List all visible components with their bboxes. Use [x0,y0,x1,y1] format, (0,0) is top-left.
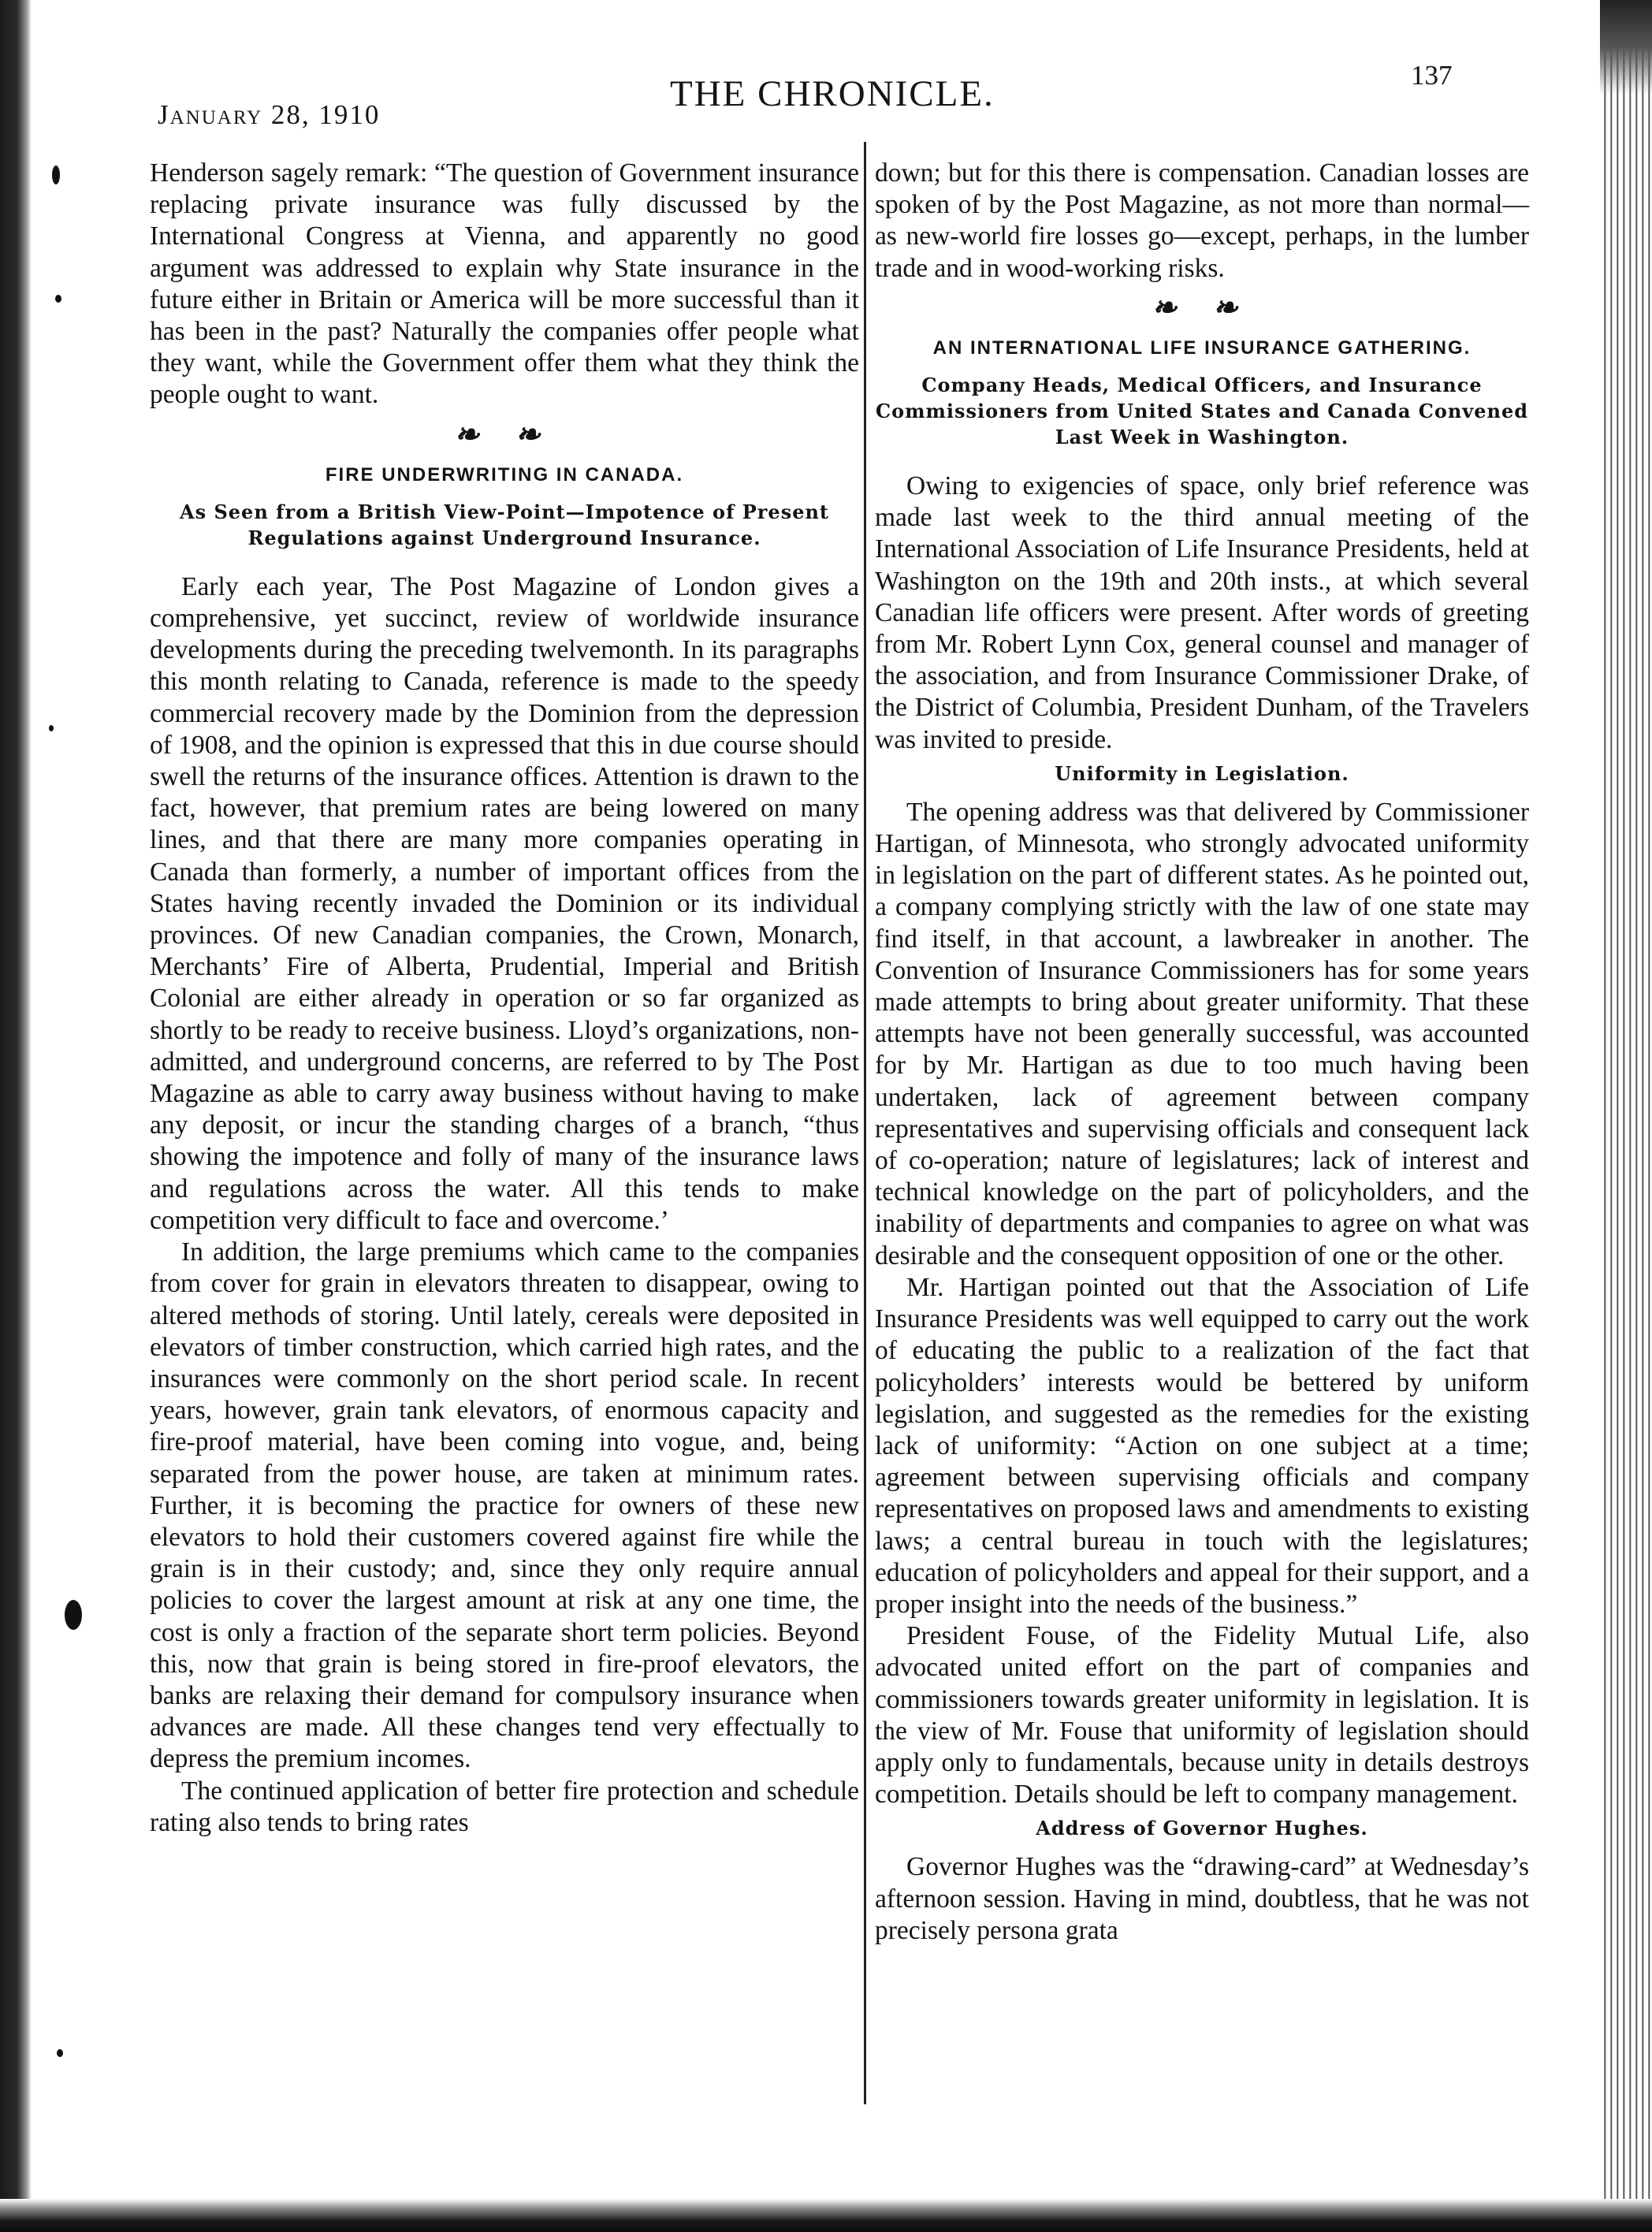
ink-speck [57,2049,63,2057]
article-subheadline: Company Heads, Medical Officers, and Insurance Commissioners from United States and Canada Convened Last Week in Washington. [875,374,1529,449]
article-paragraph: Owing to exigencies of space, only brief reference was made last week to the third annual meeting of the International Association of Life Insurance Presidents, held at Washington on the 19th and 20th insts., at which several Canadian life officers were present. After words of greeting from Mr. Robert Lynn Cox, general counsel and manager of the association, and from Insurance Commissioner Drake, of the District of Columbia, President Dunham, of the Travelers was invited to preside. [875,471,1529,754]
page-number: 137 [1411,60,1453,91]
section-separator: ❧ ❧ [454,418,555,452]
ink-speck [52,166,60,184]
section-separator: ❧ ❧ [1152,291,1252,325]
article-paragraph: Mr. Hartigan pointed out that the Association of Life Insurance Presidents was well equipped to carry out the work of educating the public to a realization of the fact that policyholders’ interests would be bettered by uniform legislation, and suggested as the remedies for the existing lack of uniformity: “Action on one subject at a time; agreement between supervising officials and company representatives on proposed laws and amendments to existing laws; a central bureau in touch with the legislatures; education of policyholders and appeal for their support, and a proper insight into the needs of the business.” [875,1272,1529,1619]
column-rule [864,142,866,2104]
running-header [158,60,1453,130]
right-column [875,158,1529,1947]
ink-speck [65,1600,82,1630]
article-headline: FIRE UNDERWRITING IN CANADA. [325,463,684,485]
article-paragraph: In addition, the large premiums which came to the companies from cover for grain in elevators threaten to disappear, owing to altered methods of storing. Until lately, cereals were deposited in elevators of timber construction, which carried high rates, and the insurances were commonly on the short period scale. In recent years, however, grain tank elevators, of enormous capacity and fire-proof material, have been coming into vogue, and, being separated from the power house, are taken at minimum rates. Further, it is becoming the practice for owners of these new elevators to hold their customers covered against fire while the grain is in their custody; and, since they only require annual policies to cover the largest amount at risk at any one time, the cost is only a fraction of the separate short term policies. Beyond this, now that grain is being stored in fire-proof elevators, the banks are relaxing their demand for compulsory insurance when advances are made. All these changes tend very effectually to depress the premium incomes. [150,1237,859,1774]
article-headline: AN INTERNATIONAL LIFE INSURANCE GATHERING. [932,337,1472,359]
scan-bottom-shadow [0,2199,1652,2232]
article-paragraph: Governor Hughes was the “drawing-card” at Wednesday’s afternoon session. Having in mind, doubtless, that he was not precisely persona grata [875,1852,1529,1945]
left-column [150,158,859,1839]
publication-title: THE CHRONICLE. [670,73,995,114]
article-paragraph: President Fouse, of the Fidelity Mutual Life, also advocated united effort on the part of companies and commissioners towards greater uniformity in legislation. It is the view of Mr. Fouse that uniformity of legislation should apply only to fundamentals, because unity in details destroys competition. Details should be left to company management. [875,1621,1529,1810]
section-heading: Uniformity in Legislation. [1055,761,1349,785]
article-paragraph: The opening address was that delivered by Commissioner Hartigan, of Minnesota, who strongly advocated uniformity in legislation on the part of different states. As he pointed out, a company complying strictly with the law of one state may find itself, in that account, a lawbreaker in another. The Convention of Insurance Commissioners has for some years made attempts to bring about greater uniformity. That these attempts have not been generally successful, was accounted for by Mr. Hartigan as due to too much having been undertaken, lack of agreement between company representatives and supervising officials and consequent lack of co-operation; nature of legislatures; lack of interest and technical knowledge on the part of policyholders, and the inability of departments and companies to agree on what was desirable and the consequent opposition of one or the other. [875,797,1529,1270]
continued-paragraph: down; but for this there is compensation. Canadian losses are spoken of by the Post Magazine, as not more than normal—as new-world fire losses go—except, perhaps, in the lumber trade and in wood-working risks. [875,158,1529,283]
section-heading: Address of Governor Hughes. [1036,1817,1368,1840]
ink-speck [55,295,61,303]
article-paragraph: Early each year, The Post Magazine of London gives a comprehensive, yet succinct, review of worldwide insurance developments during the preceding twelvemonth. In its paragraphs this month relating to Canada, reference is made to the speedy commercial recovery made by the Dominion from the depression of 1908, and the opinion is expressed that this in due course should swell the returns of the insurance offices. Attention is drawn to the fact, however, that premium rates are being lowered on many lines, and that there are many more companies operating in Canada than formerly, a number of important offices from the States having recently invaded the Dominion or its individual provinces. Of new Canadian companies, the Crown, Monarch, Merchants’ Fire of Alberta, Prudential, Imperial and British Colonial are either already in operation or so far organized as shortly to be ready to receive business. Lloyd’s organizations, non-admitted, and underground concerns, are referred to by The Post Magazine as able to carry away business without having to make any deposit, or incur the standing charges of a branch, “thus showing the impotence and folly of many of the insurance laws and regulations across the water. All this tends to make competition very difficult to face and overcome.’ [150,571,859,1235]
opening-paragraph: Henderson sagely remark: “The question of Government insurance replacing private insurance was fully discussed by the International Congress at Vienna, and apparently no good argument was addressed to explain why State insurance in the future either in Britain or America will be more successful than it has been in the past? Naturally the companies offer people what they want, while the Government offer them what they think the people ought to want. [150,158,859,410]
ink-speck [49,725,54,731]
scan-binding-shadow [0,0,32,2232]
issue-date: January 28, 1910 [158,99,381,130]
article-subheadline: As Seen from a British View-Point—Impotence of Present Regulations against Underground Insurance. [179,500,830,549]
article-paragraph: The continued application of better fire protection and schedule rating also tends to bring rates [150,1776,859,1837]
page-edge-stack [1600,0,1652,2232]
